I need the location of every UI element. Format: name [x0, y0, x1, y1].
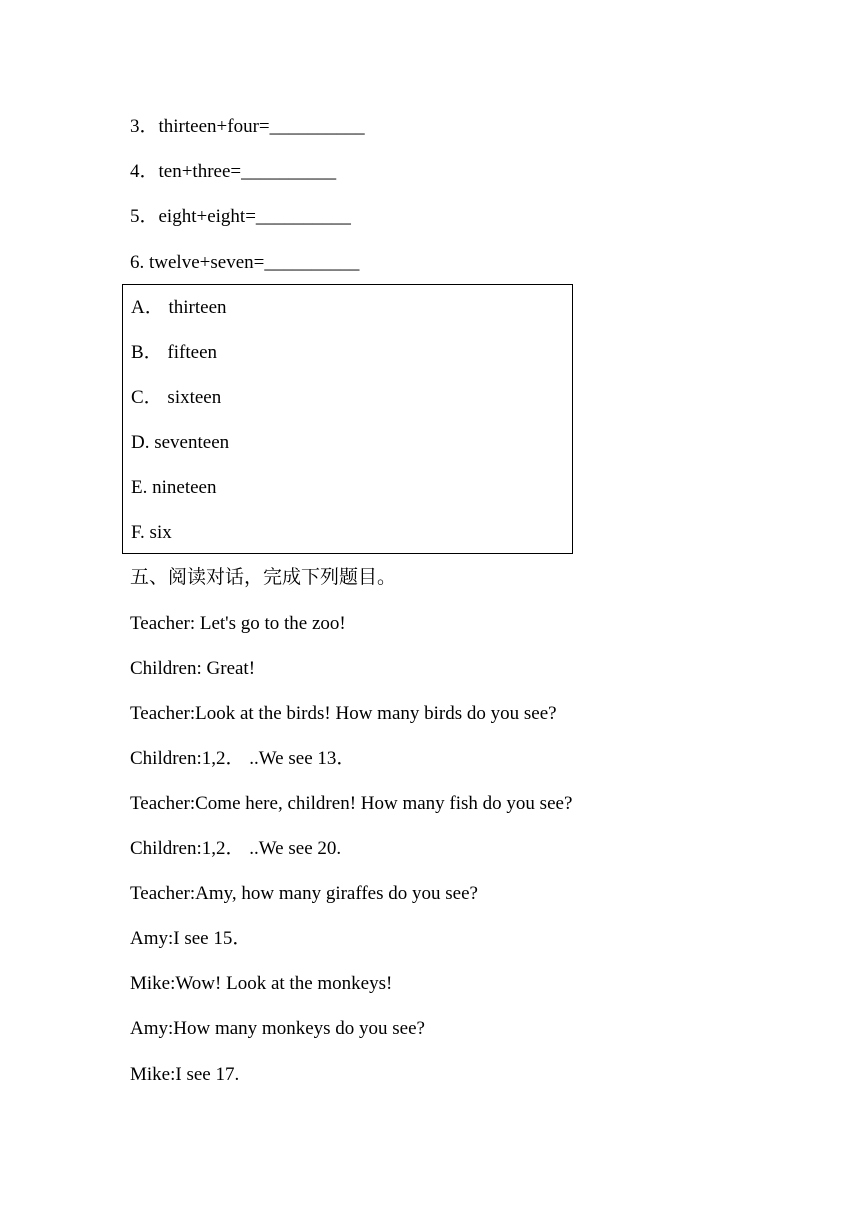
dialogue-line: Children:1,2． ..We see 13． [130, 748, 356, 769]
dialogue-line: Teacher:Look at the birds! How many birds do you see? [130, 703, 557, 724]
dialogue-line: Mike:Wow! Look at the monkeys! [130, 973, 393, 994]
answer-options-box [122, 284, 573, 554]
option-a: A． thirteen [131, 297, 227, 318]
option-e: E. nineteen [131, 477, 217, 498]
option-b: B． fifteen [131, 342, 218, 363]
question-4: 4．ten+three=__________ [130, 161, 337, 182]
option-d: D. seventeen [131, 432, 230, 453]
dialogue-line: Amy:How many monkeys do you see? [130, 1018, 425, 1039]
dialogue-line: Teacher:Come here, children! How many fish do you see? [130, 793, 573, 814]
dialogue-line: Children: Great! [130, 658, 256, 679]
section-heading: 五、阅读对话，完成下列题目。 [130, 567, 397, 588]
question-5: 5．eight+eight=__________ [130, 206, 351, 227]
option-c: C． sixteen [131, 387, 222, 408]
dialogue-line: Amy:I see 15． [130, 928, 252, 949]
question-6: 6. twelve+seven=__________ [130, 252, 360, 273]
question-3: 3．thirteen+four=__________ [130, 116, 365, 137]
dialogue-line: Mike:I see 17. [130, 1064, 240, 1085]
option-f: F. six [131, 522, 172, 543]
dialogue-line: Teacher: Let's go to the zoo! [130, 613, 346, 634]
dialogue-line: Teacher:Amy, how many giraffes do you see? [130, 883, 478, 904]
dialogue-line: Children:1,2． ..We see 20. [130, 838, 342, 859]
